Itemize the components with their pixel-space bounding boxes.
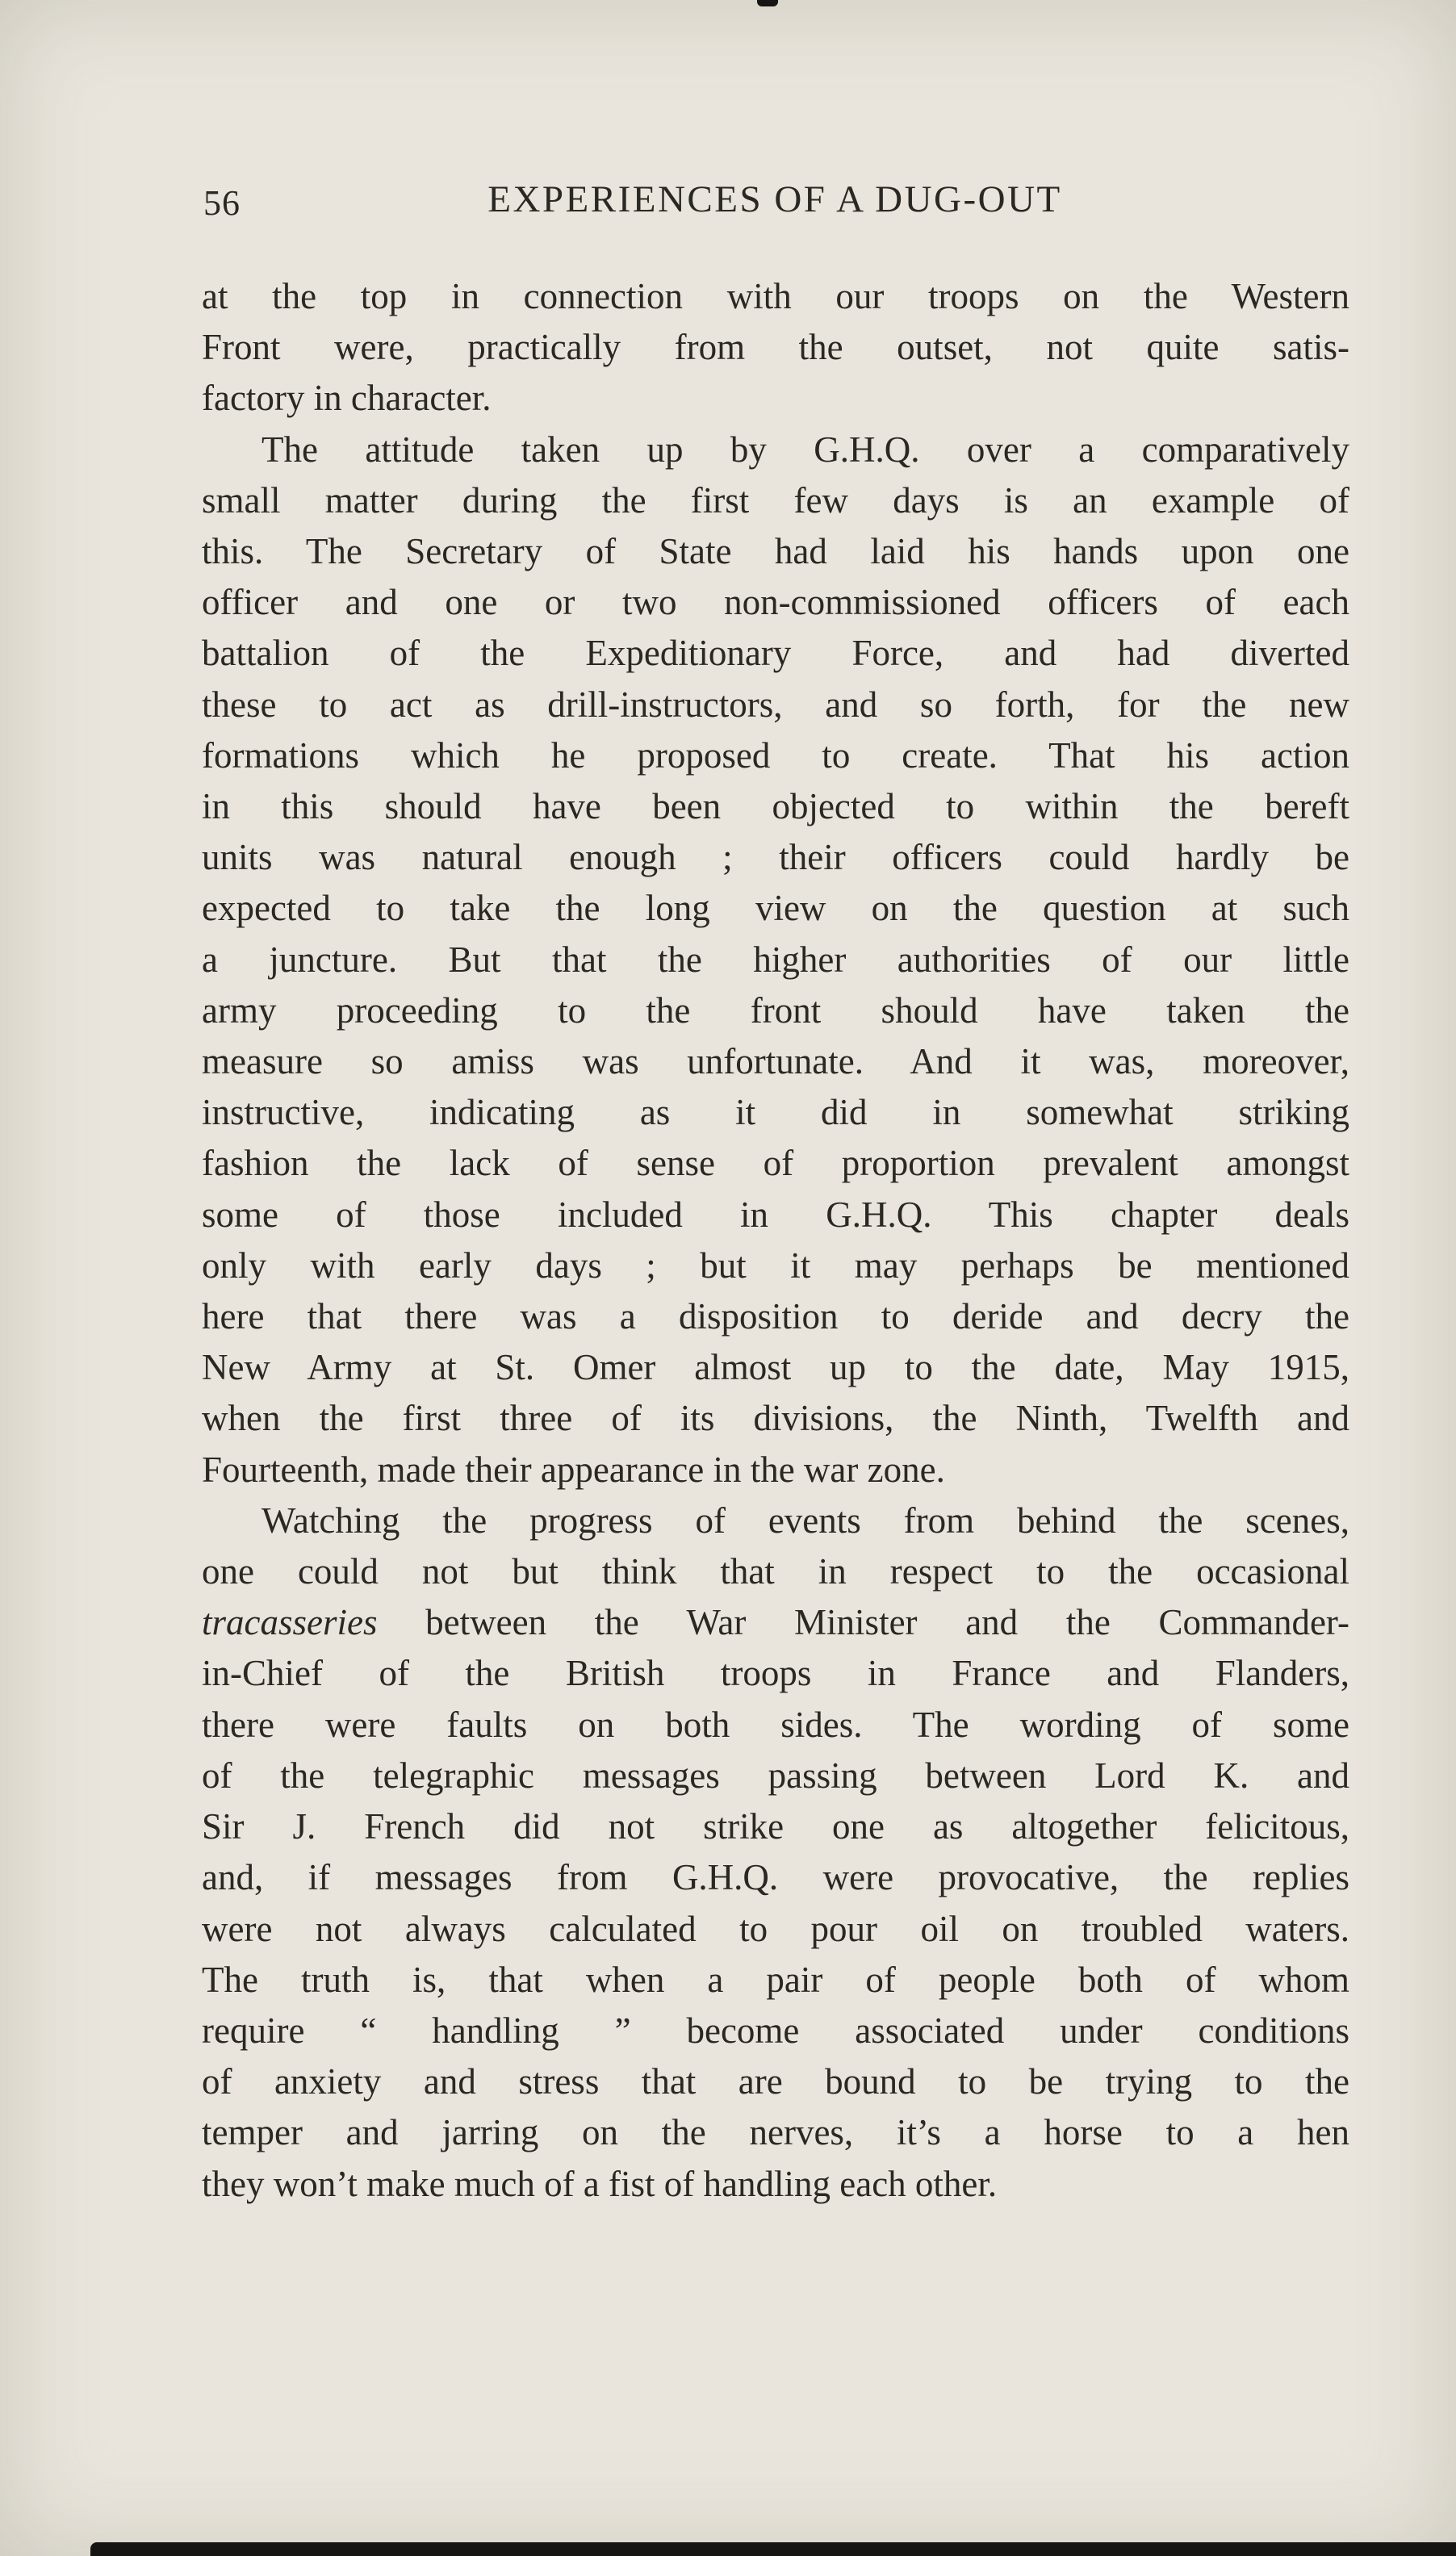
text-line: Fourteenth, made their appearance in the war zone. [202, 1449, 945, 1490]
text-line: and, if messages from G.H.Q. were provocative, the replies [202, 1857, 1349, 1898]
running-title: EXPERIENCES OF A DUG-OUT [487, 178, 1062, 220]
text-line: a juncture. But that the higher authorities of our little [202, 939, 1349, 980]
text-line: The truth is, that when a pair of people both of whom [202, 1959, 1349, 2000]
text-line: this. The Secretary of State had laid his hands upon one [202, 531, 1349, 572]
text-line: New Army at St. Omer almost up to the date, May 1915, [202, 1347, 1349, 1388]
text-line: officer and one or two non-commissioned officers of each [202, 582, 1349, 623]
text-line: they won’t make much of a fist of handling each other. [202, 2163, 998, 2204]
text-line: instructive, indicating as it did in somewhat striking [202, 1092, 1349, 1133]
page-number: 56 [203, 183, 241, 223]
text-line: units was natural enough ; their officers could hardly be [202, 837, 1349, 878]
text-line: these to act as drill-instructors, and so forth, for the new [202, 684, 1349, 725]
text-line: one could not but think that in respect to the occasional [202, 1551, 1349, 1592]
text-line: Watching the progress of events from behind the scenes, [261, 1500, 1349, 1541]
italic-text: tracasseries [202, 1602, 378, 1643]
scan-artifact-top-speck [757, 0, 778, 6]
text-line: measure so amiss was unfortunate. And it was, moreover, [202, 1041, 1349, 1082]
text-line: of anxiety and stress that are bound to be trying to the [202, 2061, 1349, 2102]
text-line: here that there was a disposition to deride and decry the [202, 1296, 1349, 1337]
text-line: in this should have been objected to within the bereft [202, 786, 1349, 827]
text-line: battalion of the Expeditionary Force, and had diverted [202, 633, 1349, 674]
text-line: require “ handling ” become associated under conditions [202, 2010, 1349, 2051]
text-line: when the first three of its divisions, the Ninth, Twelfth and [202, 1398, 1349, 1439]
page-header [202, 178, 1348, 234]
text-line: expected to take the long view on the question at such [202, 888, 1349, 929]
text-line: small matter during the first few days is an example of [202, 479, 1349, 521]
text-line: Sir J. French did not strike one as altogether felicitous, [202, 1806, 1349, 1847]
text-line: were not always calculated to pour oil on troubled waters. [202, 1908, 1349, 1949]
text-line: of the telegraphic messages passing between Lord K. and [202, 1755, 1349, 1796]
text-line: The attitude taken up by G.H.Q. over a comparatively [261, 429, 1349, 470]
text-line: there were faults on both sides. The wording of some [202, 1704, 1349, 1745]
text-line: only with early days ; but it may perhaps be mentioned [202, 1245, 1349, 1286]
text-segment: between the War Minister and the Commander- [377, 1602, 1349, 1643]
scan-artifact-bottom-edge [90, 2542, 1456, 2556]
text-line: factory in character. [202, 378, 492, 419]
text-line: some of those included in G.H.Q. This chapter deals [202, 1194, 1349, 1235]
text-line: Front were, practically from the outset, not quite satis- [202, 327, 1349, 368]
text-line: fashion the lack of sense of proportion prevalent amongst [202, 1143, 1349, 1184]
text-line: temper and jarring on the nerves, it’s a horse to a hen [202, 2112, 1349, 2153]
text-line: at the top in connection with our troops on the Western [202, 276, 1349, 316]
text-line: in-Chief of the British troops in France and Flanders, [202, 1653, 1349, 1694]
page-body [202, 271, 1349, 2210]
text-line: army proceeding to the front should have taken the [202, 989, 1349, 1031]
text-line: formations which he proposed to create. That his action [202, 734, 1349, 776]
text-line [202, 1597, 1349, 1648]
